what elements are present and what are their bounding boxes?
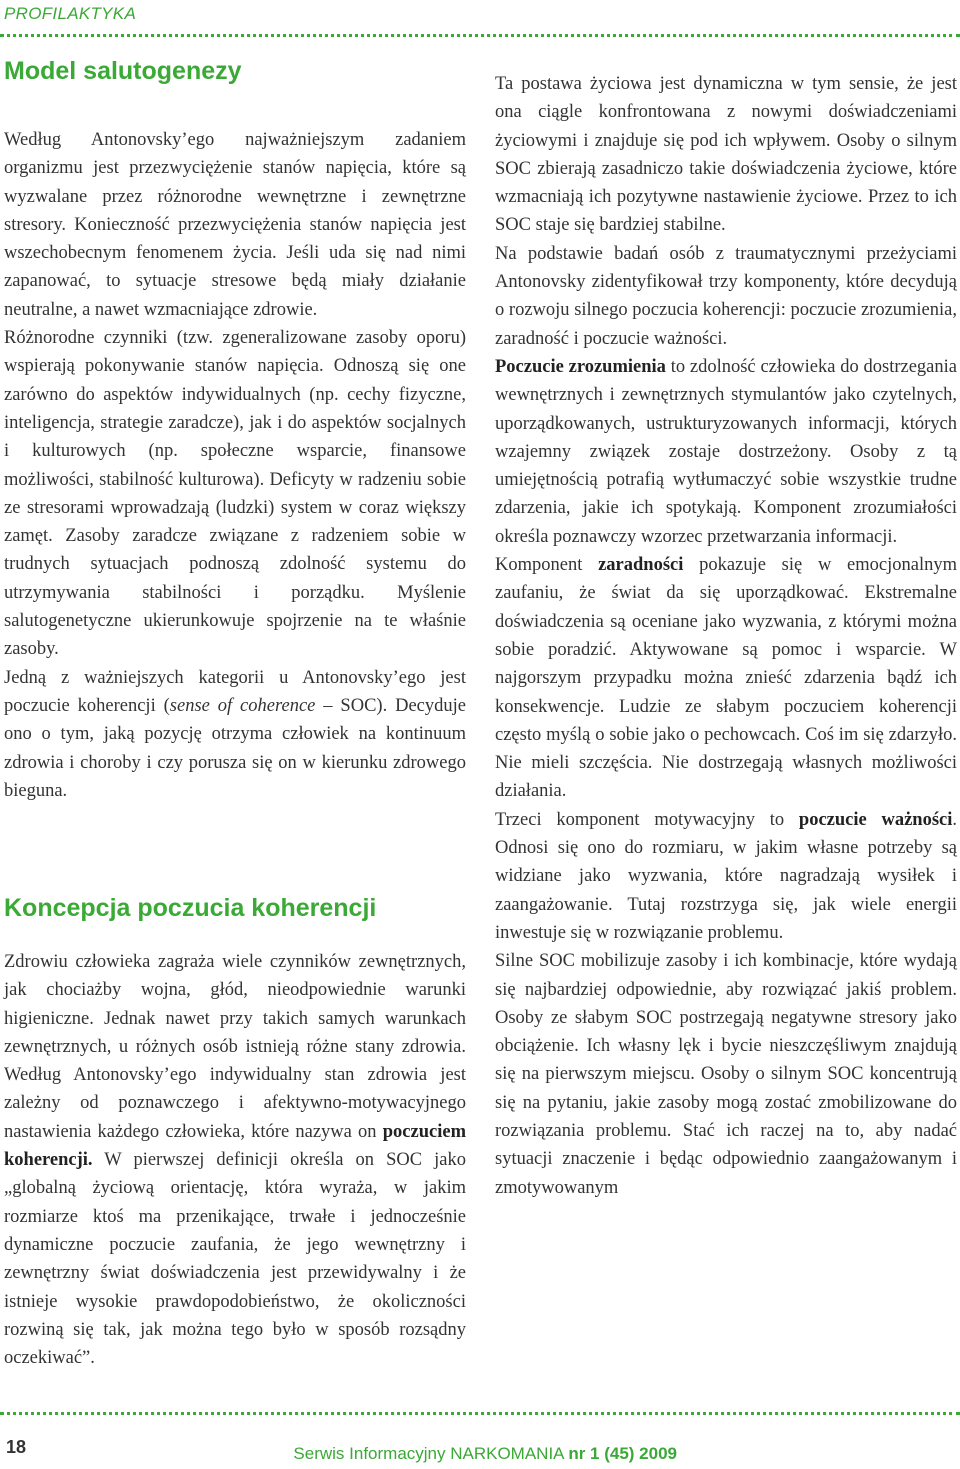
right-column [495, 70, 957, 1202]
text-run: pokazuje się w emocjonalnym zaufaniu, że świat da się uporządkować. Ekstremalne doświadczenia są oceniane jako wyzwania, z którymi można sobie poradzić. Aktywowane są pomoc i wsparcie. W najgorszym przypadku można znieść zdarzenia bądź ich konsekwencje. Ludzie ze słabym poczuciem koherencji często myślą o sobie jako o pechowcach. Coś im się zdarzyło. Nie mieli szczęścia. Nie dostrzegają własnych możliwości działania. [495, 555, 957, 802]
text-run: Komponent [495, 555, 599, 576]
top-dotted-rule [0, 34, 960, 37]
paragraph: Silne SOC mobilizuje zasoby i ich kombinacje, które wydają się najbardziej odpowiednie, aby rozwiązać jakiś problem. Osoby ze słabym SOC postrzegają negatywne stresory jako obciążenie. Ich własny lęk i bycie nieszczęśliwym znajdują się na pierwszym miejscu. Osoby o silnym SOC koncentrują się na pytaniu, jakie zasoby mogą zostać zmobilizowane do rozwiązania problemu. Stać ich raczej na to, aby nadać sytuacji znaczenie i będąc odpowiednio zaangażowanym i zmotywowanym [495, 951, 957, 1198]
paragraph: Różnorodne czynniki (tzw. zgeneralizowane zasoby oporu) wspierają pokonywanie stanów napięcia. Odnoszą się one zarówno do aspektów indywidualnych (np. cechy fizyczne, inteligencja, strategie zaradcze), jak i do aspektów socjalnych i kulturowych (np. społeczne wsparcie, finansowe możliwości, stabilność kulturowa). Deficyty w radzeniu sobie ze stresorami wprowadzają (ludzki) system w coraz większy zamęt. Zasoby zaradcze związane z radzeniem sobie w trudnych sytuacjach podnoszą zdolność systemu do utrzymywania stabilności i porządku. Myślenie salutogenetyczne ukierunkowuje spojrzenie na te właśnie zasoby. [4, 328, 466, 660]
paragraph: Na podstawie badań osób z traumatycznymi przeżyciami Antonovsky zidentyfikował trzy komponenty, które decydują o rozwoju silnego poczucia koherencji: poczucie zrozumienia, zaradność i poczucie ważności. [495, 243, 957, 349]
paragraph [495, 806, 957, 947]
section-tag: PROFILAKTYKA [4, 4, 137, 23]
heading-model-salutogenezy: Model salutogenezy [4, 57, 242, 85]
text-run: . Odnosi się ono do rozmiaru, w jakim własne potrzeby są widziane jako wyzwania, które nagradzają wysiłek i zaangażowanie. Tutaj rozstrzyga się, jak wiele energii inwestuje się w rozwiązanie problemu. [495, 809, 957, 943]
bold-term: zaradności [598, 555, 684, 576]
text-run: W pierwszej definicji określa on SOC jako „globalną życiową orientację, która wyraża, w jakim rozmiarze ktoś ma przenikające, trwałe i jednocześnie dynamiczne poczucie zaufania, że jego wewnętrzny i zewnętrzny świat doświadczenia jest przewidywalny i że istnieje wysokie prawdopodobieństwo, że okoliczności rozwiną się tak, jak można tego było w sposób rozsądny oczekiwać”. [4, 1150, 466, 1369]
issue-number: nr 1 (45) 2009 [568, 1444, 677, 1463]
paragraph [4, 664, 466, 805]
bold-term: Poczucie zrozumienia [495, 356, 666, 377]
paragraph: Według Antonovsky’ego najważniejszym zadaniem organizmu jest przezwyciężenie stanów napięcia, które są wyzwalane przez różnorodne wewnętrzne i zewnętrzne stresory. Konieczność przezwyciężenia stanów napięcia jest wszechobecnym fenomenem życia. Jeśli uda się nad nimi zapanować, to sytuacje stresowe będą miały działanie neutralne, a nawet wzmacniające zdrowie. [4, 130, 466, 320]
italic-term: sense of coherence [169, 695, 316, 716]
left-column-block-1 [4, 126, 466, 805]
footer-dotted-rule [0, 1412, 960, 1415]
paragraph [495, 353, 957, 551]
text-run: – SOC). Decyduje ono o tym, jaką pozycję otrzyma człowiek na kontinuum zdrowia i choroby i czy porusza się on w kierunku zdrowego bieguna. [4, 695, 466, 801]
heading-koncepcja-poczucia-koherencji: Koncepcja poczucia koherencji [4, 894, 377, 922]
page-number: 18 [6, 1437, 27, 1457]
text-run: Zdrowiu człowieka zagraża wiele czynników zewnętrznych, jak chociażby wojna, głód, nieodpowiednie warunki higieniczne. Jednak nawet przy takich samych warunkach zewnętrznych, u różnych osób istnieją różne stany zdrowia. Według Antonovsky’ego indywidualny stan zdrowia jest zależny od poznawczego i afektywno-motywacyjnego nastawienia każdego człowieka, które nazywa on [4, 952, 466, 1142]
bold-term: poczucie ważności [798, 809, 953, 830]
text-run: Jedną z ważniejszych kategorii u Antonovsky’ego jest poczucie koherencji ( [4, 667, 466, 716]
paragraph [4, 948, 466, 1372]
text-run: to zdolność człowieka do dostrzegania wewnętrznych i zewnętrznych stymulantów jako czytelnych, uporządkowanych, ustrukturyzowanych informacji, których wzajemny związek zostaje dostrzeżony. Osoby z tą umiejętnością potrafią wytłumaczyć sobie wszystkie trudne zdarzenia, jakie ich spotykają. Komponent zrozumiałości określa poznawczy wzorzec przetwarzania informacji. [495, 356, 957, 547]
paragraph [495, 551, 957, 806]
paragraph: Ta postawa życiowa jest dynamiczna w tym sensie, że jest ona ciągle konfrontowana z nowymi doświadczeniami życiowymi i znajduje się pod ich wpływem. Osoby o silnym SOC zbierają zasadniczo takie doświadczenia życiowe, które wzmacniają ich pozytywne nastawienie życiowe. Przez to ich SOC staje się bardziej stabilne. [495, 74, 957, 236]
text-run: Trzeci komponent motywacyjny to [495, 809, 799, 830]
footer-publication [293, 1444, 677, 1464]
left-column-block-2 [4, 948, 466, 1372]
publication-name: Serwis Informacyjny NARKOMANIA [293, 1444, 569, 1463]
bold-term: poczuciem koherencji. [4, 1121, 466, 1171]
